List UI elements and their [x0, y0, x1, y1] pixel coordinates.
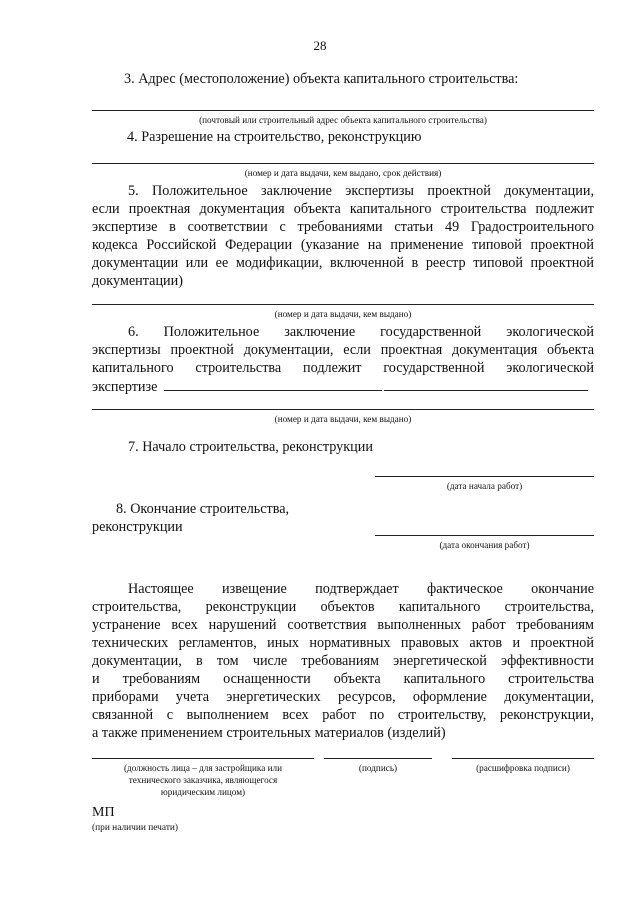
item6-inline-blank-1 — [164, 378, 382, 391]
notice-line-1: Настоящее извещение подтверждает фактическое окончание — [128, 581, 594, 597]
item5-line-2: если проектная документация объекта капитального строительства подлежит — [92, 201, 594, 217]
item8-line-2: реконструкции — [92, 519, 183, 535]
item5-line-6: документации) — [92, 273, 183, 289]
position-caption-2: технического заказчика, являющегося — [128, 775, 278, 785]
item6-inline-blank-2 — [384, 378, 588, 391]
position-caption-3: юридическим лицом) — [160, 787, 246, 797]
item8-line-1: 8. Окончание строительства, — [116, 501, 290, 517]
stamp-note: (при наличии печати) — [92, 823, 179, 833]
notice-line-5: документации, в том числе требованиям энергетической эффективности — [92, 653, 594, 669]
item6-blank-line — [92, 409, 594, 410]
item5-line-3: экспертизе в соответствии с требованиями статьи 49 Градостроительного — [92, 219, 594, 235]
item5-line-5: документации или ее модификации, включенной в реестр типовой проектной — [92, 255, 594, 271]
signature-caption: (подпись) — [358, 763, 398, 773]
item4-label: 4. Разрешение на строительство, реконструкцию — [127, 129, 422, 145]
notice-line-9: а также применением строительных материалов (изделий) — [92, 725, 446, 741]
notice-line-2: строительства, реконструкции объектов капитального строительства, — [92, 599, 594, 615]
page-number: 28 — [313, 38, 327, 53]
item6-caption: (номер и дата выдачи, кем выдано) — [274, 414, 412, 424]
notice-line-6: и требованиям оснащенности объекта капитального строительства — [92, 671, 594, 687]
item5-blank-line — [92, 304, 594, 305]
item6-line-1: 6. Положительное заключение государственной экологической — [128, 324, 594, 340]
notice-line-3: устранение всех нарушений соответствия выполненных работ требованиям — [92, 617, 594, 633]
item3-caption: (почтовый или строительный адрес объекта капитального строительства) — [199, 115, 487, 125]
item3-blank-line — [92, 110, 594, 111]
decode-caption: (расшифровка подписи) — [476, 763, 570, 773]
notice-line-4: технических регламентов, иных нормативных правовых актов и проектной — [92, 635, 594, 651]
item6-line-4 — [92, 378, 594, 397]
item5-line-4: кодекса Российской Федерации (указание на применение типовой проектной — [92, 237, 594, 253]
item4-blank-line — [92, 163, 594, 164]
position-line — [92, 758, 314, 759]
item7-date-line — [375, 476, 594, 477]
decode-line — [452, 758, 594, 759]
notice-line-8: связанной с выполнением всех работ по строительству, реконструкции, — [92, 707, 594, 723]
item3-label: 3. Адрес (местоположение) объекта капитального строительства: — [124, 71, 519, 87]
item5-line-1: 5. Положительное заключение экспертизы проектной документации, — [128, 183, 594, 199]
item7-caption: (дата начала работ) — [446, 481, 523, 491]
item6-line-3: капитального строительства подлежит государственной экологической — [92, 360, 594, 376]
item8-date-line — [375, 535, 594, 536]
item6-line-2: экспертизы проектной документации, если проектная документация объекта — [92, 342, 594, 358]
item7-label: 7. Начало строительства, реконструкции — [128, 439, 373, 455]
signature-line — [324, 758, 432, 759]
position-caption-1: (должность лица – для застройщика или — [123, 763, 283, 773]
notice-line-7: приборами учета энергетических ресурсов, оформление документации, — [92, 689, 594, 705]
item6-last-word: экспертизе — [92, 379, 158, 395]
item8-caption: (дата окончания работ) — [439, 540, 530, 550]
stamp-label: МП — [92, 805, 115, 820]
item5-caption: (номер и дата выдачи, кем выдано) — [274, 309, 412, 319]
item4-caption: (номер и дата выдачи, кем выдано, срок действия) — [244, 168, 442, 178]
